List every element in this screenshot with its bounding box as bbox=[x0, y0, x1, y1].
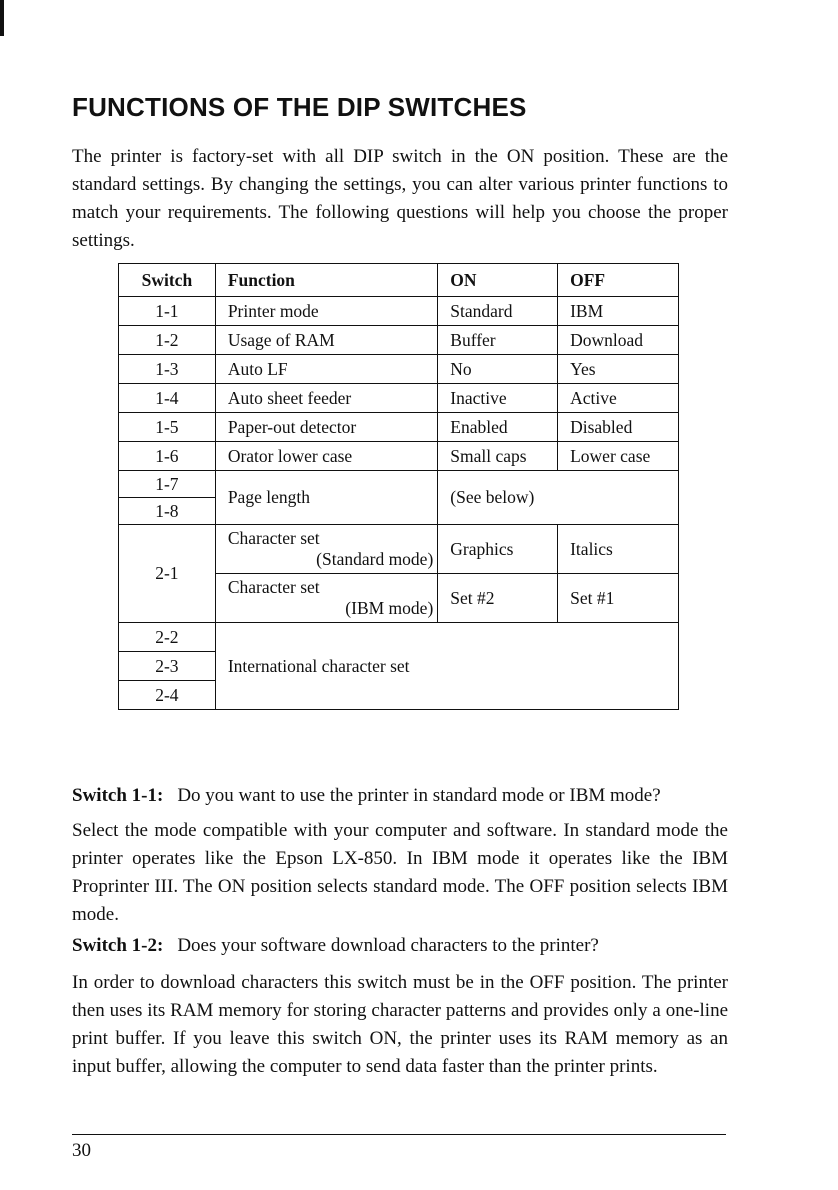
intro-paragraph: The printer is factory-set with all DIP switch in the ON position. These are the standard settings. By changing the settings, you can alter various printer functions to match your requirements. The following questions will help you choose the proper settings. bbox=[72, 146, 728, 251]
cell-function: Usage of RAM bbox=[215, 326, 437, 355]
cell-function: Auto sheet feeder bbox=[215, 384, 437, 413]
cell-switch: 1-2 bbox=[119, 326, 216, 355]
header-function: Function bbox=[215, 264, 437, 297]
header-off: OFF bbox=[558, 264, 679, 297]
cell-switch: 1-3 bbox=[119, 355, 216, 384]
cell-on: No bbox=[438, 355, 558, 384]
cell-off: Active bbox=[558, 384, 679, 413]
cell-function: Orator lower case bbox=[215, 442, 437, 471]
table-row bbox=[119, 623, 679, 652]
table-row bbox=[119, 442, 679, 471]
cell-off: IBM bbox=[558, 297, 679, 326]
cell-on: Enabled bbox=[438, 413, 558, 442]
switch-1-1-question-text: Do you want to use the printer in standard mode or IBM mode? bbox=[177, 785, 661, 806]
cell-off: Set #1 bbox=[558, 574, 679, 623]
cell-switch: 2-4 bbox=[119, 681, 216, 710]
cell-on: Graphics bbox=[438, 525, 558, 574]
header-switch: Switch bbox=[119, 264, 216, 297]
switch-1-2-question-text: Does your software download characters to the printer? bbox=[177, 935, 599, 956]
dip-switch-table bbox=[118, 263, 679, 710]
cell-off: Lower case bbox=[558, 442, 679, 471]
cell-switch: 2-2 bbox=[119, 623, 216, 652]
charset-label: Character set bbox=[227, 577, 320, 597]
cell-switch: 2-1 bbox=[119, 525, 216, 623]
cell-function bbox=[215, 525, 437, 574]
cell-off: Yes bbox=[558, 355, 679, 384]
cell-function bbox=[215, 574, 437, 623]
page-heading: FUNCTIONS OF THE DIP SWITCHES bbox=[72, 92, 527, 122]
cell-function: Auto LF bbox=[215, 355, 437, 384]
cell-on: Buffer bbox=[438, 326, 558, 355]
table-row bbox=[119, 471, 679, 498]
cell-switch: 1-4 bbox=[119, 384, 216, 413]
cell-switch: 1-8 bbox=[119, 498, 216, 525]
switch-1-2-label: Switch 1-2: bbox=[72, 935, 164, 956]
cell-function: International character set bbox=[215, 623, 678, 710]
table-row bbox=[119, 326, 679, 355]
table-row bbox=[119, 355, 679, 384]
cell-function: Printer mode bbox=[215, 297, 437, 326]
cell-on: Inactive bbox=[438, 384, 558, 413]
cell-on: Standard bbox=[438, 297, 558, 326]
cell-on: Set #2 bbox=[438, 574, 558, 623]
page-edge-mark bbox=[0, 0, 4, 36]
cell-on: (See below) bbox=[438, 471, 679, 525]
charset-mode: (Standard mode) bbox=[316, 549, 434, 569]
table-row bbox=[119, 525, 679, 574]
table-row bbox=[119, 384, 679, 413]
switch-1-2-body: In order to download characters this switch must be in the OFF position. The printer then uses its RAM memory for storing character patterns and provides only a one-line print buffer. If you leave this switch ON, the printer uses its RAM memory as an input buffer, allowing the computer to send data faster than the printer prints. bbox=[72, 972, 728, 1077]
cell-switch: 1-6 bbox=[119, 442, 216, 471]
switch-1-2-question bbox=[72, 932, 728, 960]
switch-1-1-question bbox=[72, 782, 728, 810]
charset-mode: (IBM mode) bbox=[345, 598, 434, 618]
cell-off: Italics bbox=[558, 525, 679, 574]
table-row bbox=[119, 297, 679, 326]
cell-function: Paper-out detector bbox=[215, 413, 437, 442]
table-header-row bbox=[119, 264, 679, 297]
cell-function: Page length bbox=[215, 471, 437, 525]
cell-switch: 1-5 bbox=[119, 413, 216, 442]
charset-label: Character set bbox=[227, 528, 320, 548]
switch-1-1-body: Select the mode compatible with your computer and software. In standard mode the printer operates like the Epson LX-850. In IBM mode it operates like the IBM Proprinter III. The ON position selects standard mode. The OFF position selects IBM mode. bbox=[72, 820, 728, 925]
cell-switch: 2-3 bbox=[119, 652, 216, 681]
header-on: ON bbox=[438, 264, 558, 297]
cell-off: Disabled bbox=[558, 413, 679, 442]
cell-off: Download bbox=[558, 326, 679, 355]
footer-rule bbox=[72, 1134, 726, 1135]
switch-1-1-label: Switch 1-1: bbox=[72, 785, 164, 806]
cell-on: Small caps bbox=[438, 442, 558, 471]
table-row bbox=[119, 413, 679, 442]
cell-switch: 1-1 bbox=[119, 297, 216, 326]
page-number: 30 bbox=[72, 1140, 91, 1161]
cell-switch: 1-7 bbox=[119, 471, 216, 498]
